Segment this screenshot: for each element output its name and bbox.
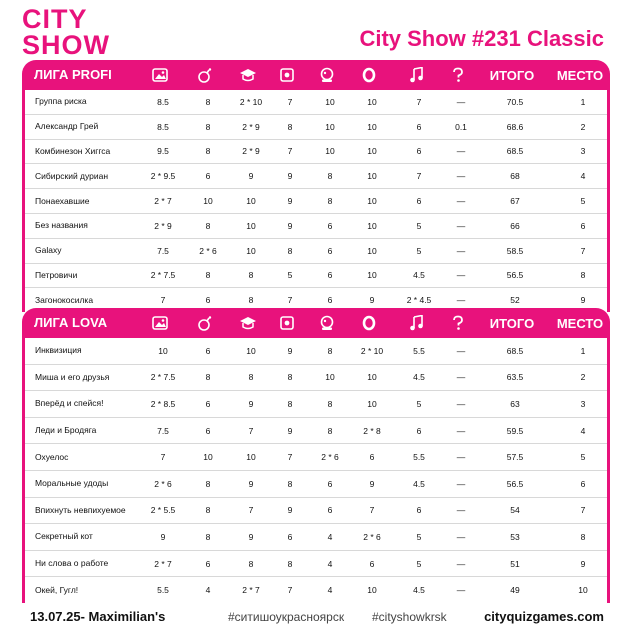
- round-score: 10: [246, 220, 256, 231]
- round-score: 2 * 9: [242, 121, 260, 132]
- round-score: —: [456, 585, 466, 596]
- round-score: 10: [367, 171, 377, 182]
- place: 1: [580, 96, 586, 107]
- round-score: 8: [287, 121, 293, 132]
- round-score: —: [456, 171, 466, 182]
- place: 2: [580, 372, 586, 383]
- round-score: —: [456, 220, 466, 231]
- round-score: 2 * 9.5: [150, 171, 176, 182]
- place: 2: [580, 121, 586, 132]
- round-score: 9: [287, 171, 293, 182]
- round-score: 8: [248, 558, 254, 569]
- round-score: 8: [205, 531, 211, 542]
- team-name: Охуелос: [35, 451, 69, 462]
- team-row: [25, 140, 607, 165]
- round-score: 8: [205, 505, 211, 516]
- music-note-icon: [409, 60, 423, 90]
- round-score: 4: [327, 531, 333, 542]
- round-score: 10: [367, 96, 377, 107]
- place: 4: [580, 171, 586, 182]
- place: 1: [580, 345, 586, 356]
- total-score: 68: [510, 171, 520, 182]
- round-score: 8: [205, 220, 211, 231]
- round-score: 7: [287, 585, 293, 596]
- round-score: 8: [248, 372, 254, 383]
- place: 8: [580, 531, 586, 542]
- round-score: 7: [287, 146, 293, 157]
- round-score: 6: [205, 398, 211, 409]
- team-name: Секретный кот: [35, 531, 93, 542]
- round-score: 10: [367, 220, 377, 231]
- round-score: 8: [205, 270, 211, 281]
- total-score: 68.5: [506, 146, 524, 157]
- total-score: 53: [510, 531, 520, 542]
- round-score: 6: [369, 558, 375, 569]
- round-score: 6: [369, 452, 375, 463]
- round-score: 2 * 8.5: [150, 398, 176, 409]
- graduation-cap-icon: [239, 308, 257, 338]
- place-header: МЕСТО: [556, 315, 604, 331]
- place: 5: [580, 452, 586, 463]
- round-score: 10: [246, 196, 256, 207]
- round-score: 4.5: [413, 478, 425, 489]
- bomb-icon: [197, 308, 213, 338]
- round-score: 2 * 6: [321, 452, 339, 463]
- team-name: Миша и его друзья: [35, 371, 110, 382]
- round-score: 6: [416, 505, 422, 516]
- graduation-cap-icon: [239, 60, 257, 90]
- league-name: ЛИГА PROFI: [34, 67, 112, 82]
- round-score: —: [456, 245, 466, 256]
- round-score: 2 * 5.5: [150, 505, 176, 516]
- team-row: [25, 264, 607, 289]
- round-score: 10: [367, 398, 377, 409]
- round-score: 2 * 9: [154, 220, 172, 231]
- team-name: Понаехавшие: [35, 195, 90, 206]
- place: 6: [580, 220, 586, 231]
- round-score: 5: [416, 531, 422, 542]
- league-profi-table: [22, 60, 610, 312]
- round-score: 7: [160, 452, 166, 463]
- place-header: МЕСТО: [556, 67, 604, 83]
- team-name: Впихнуть невпихуемое: [35, 504, 126, 515]
- round-score: 8: [248, 295, 254, 306]
- total-score: 58.5: [506, 245, 524, 256]
- round-score: 9: [248, 478, 254, 489]
- question-icon: [450, 60, 466, 90]
- round-score: —: [456, 270, 466, 281]
- league-body: [22, 338, 610, 603]
- round-score: 5.5: [413, 345, 425, 356]
- round-score: 8: [287, 398, 293, 409]
- round-score: —: [456, 425, 466, 436]
- team-row: [25, 239, 607, 264]
- round-score: 8: [248, 270, 254, 281]
- crystal-ball-icon: [319, 308, 335, 338]
- round-score: 7.5: [157, 425, 169, 436]
- crystal-ball-icon: [319, 60, 335, 90]
- round-score: 8: [327, 425, 333, 436]
- round-score: 9: [287, 220, 293, 231]
- round-score: 8: [205, 146, 211, 157]
- round-score: 5: [416, 220, 422, 231]
- round-score: 6: [205, 345, 211, 356]
- team-row: [25, 498, 607, 525]
- place: 9: [580, 295, 586, 306]
- round-score: 6: [327, 245, 333, 256]
- total-score: 56.5: [506, 478, 524, 489]
- round-score: —: [456, 96, 466, 107]
- round-score: 8: [287, 478, 293, 489]
- round-score: 10: [367, 245, 377, 256]
- team-name: Леди и Бродяга: [35, 425, 97, 436]
- total-score: 52: [510, 295, 520, 306]
- round-score: 5: [416, 558, 422, 569]
- round-score: 5: [287, 270, 293, 281]
- round-score: 8: [287, 245, 293, 256]
- total-score: 59.5: [506, 425, 524, 436]
- round-score: —: [456, 452, 466, 463]
- round-score: 10: [158, 345, 168, 356]
- round-score: 7: [248, 425, 254, 436]
- round-score: 2 * 7.5: [150, 270, 176, 281]
- round-score: —: [456, 478, 466, 489]
- round-score: 9.5: [157, 146, 169, 157]
- total-score: 56.5: [506, 270, 524, 281]
- round-score: 6: [205, 425, 211, 436]
- round-score: 4: [327, 585, 333, 596]
- total-score: 63.5: [506, 372, 524, 383]
- round-score: 5.5: [413, 452, 425, 463]
- place: 6: [580, 478, 586, 489]
- round-score: 9: [248, 171, 254, 182]
- total-score: 49: [510, 585, 520, 596]
- team-row: [25, 524, 607, 551]
- round-score: 2 * 6: [154, 478, 172, 489]
- place: 4: [580, 425, 586, 436]
- place: 3: [580, 146, 586, 157]
- round-score: 6: [416, 425, 422, 436]
- round-score: 10: [367, 121, 377, 132]
- logo-line-2: SHOW: [22, 30, 110, 60]
- round-score: 6: [327, 220, 333, 231]
- round-score: 4: [327, 558, 333, 569]
- round-score: 7: [248, 505, 254, 516]
- team-name: Вперёд и спейся!: [35, 398, 104, 409]
- round-score: 5: [416, 398, 422, 409]
- team-name: Ни слова о работе: [35, 558, 109, 569]
- team-name: Galaxy: [35, 245, 62, 256]
- picture-icon: [152, 308, 168, 338]
- round-score: 10: [367, 372, 377, 383]
- round-score: 8: [327, 398, 333, 409]
- team-row: [25, 365, 607, 392]
- round-score: 2 * 6: [199, 245, 217, 256]
- website-link[interactable]: cityquizgames.com: [484, 609, 604, 624]
- team-row: [25, 214, 607, 239]
- team-row: [25, 577, 607, 603]
- round-score: 7: [160, 295, 166, 306]
- round-score: 7: [287, 96, 293, 107]
- round-score: 9: [287, 425, 293, 436]
- round-score: 10: [367, 196, 377, 207]
- round-score: 4.5: [413, 372, 425, 383]
- round-score: 2 * 9: [242, 146, 260, 157]
- team-row: [25, 115, 607, 140]
- total-score: 67: [510, 196, 520, 207]
- round-score: 9: [248, 531, 254, 542]
- round-score: 6: [327, 270, 333, 281]
- round-score: 6: [327, 505, 333, 516]
- place: 9: [580, 558, 586, 569]
- total-score: 70.5: [506, 96, 524, 107]
- team-name: Моральные удоды: [35, 478, 109, 489]
- team-row: [25, 551, 607, 578]
- total-score: 68.5: [506, 345, 524, 356]
- hashtag-en: #cityshowkrsk: [372, 610, 447, 624]
- round-score: —: [456, 146, 466, 157]
- round-score: 9: [369, 478, 375, 489]
- round-score: —: [456, 295, 466, 306]
- round-score: 8.5: [157, 121, 169, 132]
- place: 7: [580, 245, 586, 256]
- round-score: 8.5: [157, 96, 169, 107]
- round-score: 6: [205, 171, 211, 182]
- cards-icon: [279, 308, 295, 338]
- team-name: Окей, Гугл!: [35, 584, 79, 595]
- total-score: 51: [510, 558, 520, 569]
- league-header: [22, 308, 610, 338]
- league-header: [22, 60, 610, 90]
- round-score: 7.5: [157, 245, 169, 256]
- round-score: 7: [287, 295, 293, 306]
- round-score: 10: [246, 345, 256, 356]
- round-score: 6: [416, 146, 422, 157]
- team-row: [25, 90, 607, 115]
- round-score: —: [456, 196, 466, 207]
- round-score: —: [456, 505, 466, 516]
- page-title: City Show #231 Classic: [359, 26, 604, 51]
- round-score: 7: [369, 505, 375, 516]
- place: 10: [578, 585, 588, 596]
- round-score: 6: [416, 121, 422, 132]
- city-show-logo: [22, 6, 122, 62]
- round-score: —: [456, 398, 466, 409]
- round-score: 10: [203, 452, 213, 463]
- round-score: 6: [205, 558, 211, 569]
- event-date-venue: 13.07.25- Maximilian's: [30, 609, 166, 624]
- round-score: 8: [205, 478, 211, 489]
- round-score: 8: [327, 171, 333, 182]
- league-body: [22, 90, 610, 312]
- picture-icon: [152, 60, 168, 90]
- ring-icon: [361, 308, 377, 338]
- round-score: 10: [246, 452, 256, 463]
- round-score: 9: [287, 345, 293, 356]
- round-score: —: [456, 372, 466, 383]
- round-score: 8: [327, 196, 333, 207]
- round-score: 4: [205, 585, 211, 596]
- round-score: 2 * 4.5: [406, 295, 432, 306]
- round-score: 2 * 7: [242, 585, 260, 596]
- round-score: 10: [325, 121, 335, 132]
- round-score: 8: [327, 345, 333, 356]
- round-score: 10: [367, 270, 377, 281]
- round-score: 8: [205, 121, 211, 132]
- team-row: [25, 418, 607, 445]
- question-icon: [450, 308, 466, 338]
- team-row: [25, 164, 607, 189]
- round-score: 10: [325, 96, 335, 107]
- round-score: 10: [325, 372, 335, 383]
- team-row: [25, 391, 607, 418]
- total-header: ИТОГО: [489, 315, 535, 331]
- round-score: 2 * 7: [154, 196, 172, 207]
- round-score: 2 * 10: [239, 96, 263, 107]
- round-score: 9: [287, 505, 293, 516]
- place: 7: [580, 505, 586, 516]
- round-score: 6: [327, 478, 333, 489]
- round-score: 9: [160, 531, 166, 542]
- total-score: 63: [510, 398, 520, 409]
- round-score: 7: [287, 452, 293, 463]
- bomb-icon: [197, 60, 213, 90]
- round-score: —: [456, 558, 466, 569]
- round-score: 8: [205, 372, 211, 383]
- total-score: 57.5: [506, 452, 524, 463]
- team-name: Загонокосилка: [35, 294, 94, 305]
- team-row: [25, 471, 607, 498]
- round-score: 6: [416, 196, 422, 207]
- round-score: —: [456, 531, 466, 542]
- round-score: 2 * 10: [360, 345, 384, 356]
- round-score: 8: [205, 96, 211, 107]
- round-score: 9: [248, 398, 254, 409]
- round-score: 7: [416, 171, 422, 182]
- team-row: [25, 189, 607, 214]
- round-score: 8: [287, 558, 293, 569]
- team-name: Группа риска: [35, 96, 87, 107]
- footer: [30, 609, 604, 629]
- round-score: 10: [203, 196, 213, 207]
- team-name: Комбинезон Хиггса: [35, 145, 111, 156]
- round-score: 5: [416, 245, 422, 256]
- team-row: [25, 444, 607, 471]
- round-score: 2 * 8: [363, 425, 381, 436]
- round-score: 7: [416, 96, 422, 107]
- total-score: 54: [510, 505, 520, 516]
- place: 3: [580, 398, 586, 409]
- league-lova-table: [22, 308, 610, 603]
- round-score: 9: [287, 196, 293, 207]
- round-score: 4.5: [413, 270, 425, 281]
- round-score: 2 * 7: [154, 558, 172, 569]
- round-score: 9: [369, 295, 375, 306]
- total-header: ИТОГО: [489, 67, 535, 83]
- round-score: 8: [287, 372, 293, 383]
- team-name: Инквизиция: [35, 345, 82, 356]
- hashtag-ru: #ситишоукрасноярск: [228, 610, 345, 624]
- team-name: Петровичи: [35, 269, 78, 280]
- total-score: 68.6: [506, 121, 524, 132]
- round-score: 5.5: [157, 585, 169, 596]
- round-score: 4.5: [413, 585, 425, 596]
- round-score: 10: [367, 585, 377, 596]
- music-note-icon: [409, 308, 423, 338]
- place: 5: [580, 196, 586, 207]
- round-score: —: [456, 345, 466, 356]
- round-score: 10: [325, 146, 335, 157]
- league-name: ЛИГА LOVA: [34, 315, 108, 330]
- team-name: Александр Грей: [35, 121, 99, 132]
- place: 8: [580, 270, 586, 281]
- round-score: 6: [205, 295, 211, 306]
- cards-icon: [279, 60, 295, 90]
- round-score: 6: [327, 295, 333, 306]
- round-score: 10: [246, 245, 256, 256]
- round-score: 6: [287, 531, 293, 542]
- round-score: 2 * 7.5: [150, 372, 176, 383]
- total-score: 66: [510, 220, 520, 231]
- ring-icon: [361, 60, 377, 90]
- round-score: 0.1: [455, 121, 467, 132]
- round-score: 2 * 6: [363, 531, 381, 542]
- team-name: Без названия: [35, 220, 88, 231]
- team-row: [25, 338, 607, 365]
- team-name: Сибирский дуриан: [35, 170, 109, 181]
- round-score: 10: [367, 146, 377, 157]
- logo-line-1: CITY: [22, 4, 88, 34]
